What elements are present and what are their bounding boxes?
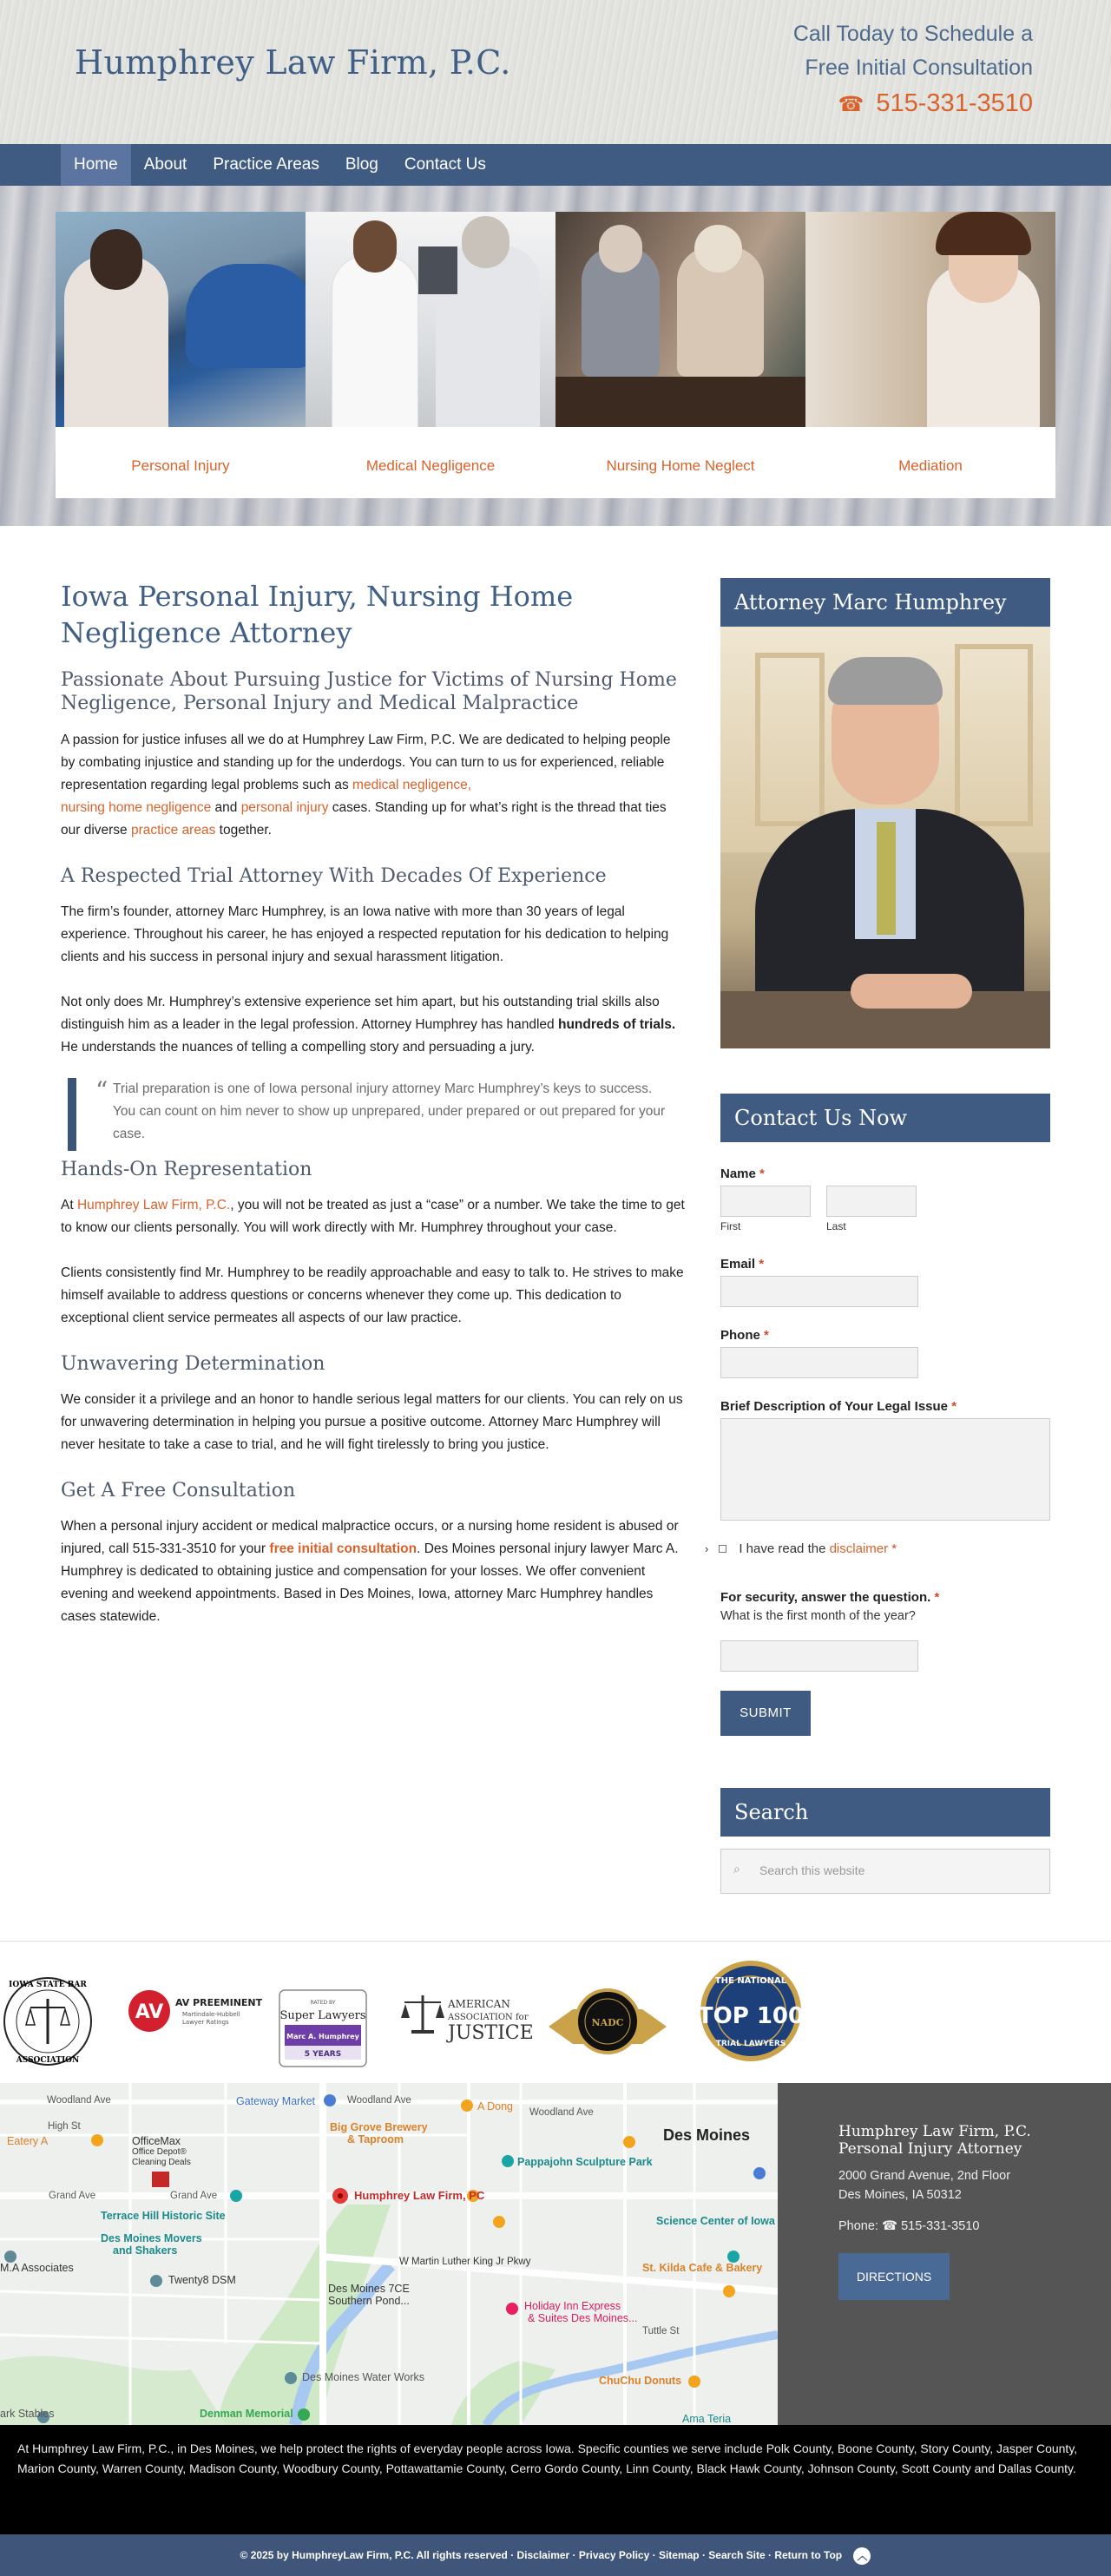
hands-on-paragraph: At Humphrey Law Firm, P.C., you will not be treated as just a “case” or a number. We take the time to get to know our clients personally. You will work directly with Mr. Humphrey throughout your case. bbox=[61, 1198, 685, 1235]
map-label-ama: Ama Teria bbox=[682, 2413, 732, 2425]
map-label-terrace-hill: Terrace Hill Historic Site bbox=[101, 2210, 226, 2222]
chevron-right-icon: › bbox=[705, 1542, 709, 1555]
card-personal-injury[interactable] bbox=[56, 212, 306, 498]
map-label-science-center: Science Center of Iowa bbox=[656, 2215, 775, 2227]
page-title: Iowa Personal Injury, Nursing Home Negligence Attorney bbox=[61, 580, 574, 649]
description-textarea[interactable] bbox=[720, 1418, 1050, 1521]
office-info-panel bbox=[778, 2083, 1111, 2425]
search-input[interactable] bbox=[720, 1849, 1050, 1894]
blockquote bbox=[68, 1076, 666, 1151]
link-medical-negligence[interactable]: medical negligence, bbox=[352, 778, 472, 792]
av-sub2-text: Lawyer Ratings bbox=[182, 2019, 229, 2026]
map-label-denman: Denman Memorial bbox=[200, 2408, 293, 2420]
map-label-des-moines: Des Moines bbox=[663, 2126, 751, 2144]
copyright-text: © 2025 by HumphreyLaw Firm, P.C. All rights reserved bbox=[240, 2549, 508, 2561]
phone-icon: ☎ bbox=[838, 93, 864, 116]
map-label-woodland-2: Woodland Ave bbox=[347, 2095, 411, 2106]
security-label: For security, answer the question. * bbox=[720, 1590, 940, 1605]
sl-title-text: Super Lawyers bbox=[279, 2009, 366, 2022]
security-answer-input[interactable] bbox=[720, 1640, 918, 1672]
card-mediation[interactable] bbox=[805, 212, 1055, 498]
badges-svg bbox=[0, 1942, 1111, 2084]
map-label-grand-1: Grand Ave bbox=[49, 2191, 96, 2201]
personal-injury-photo bbox=[56, 212, 306, 427]
disclaimer-checkbox[interactable] bbox=[719, 1545, 726, 1553]
ntl-main-text: TOP 100 bbox=[697, 2003, 805, 2029]
site-header bbox=[0, 0, 1111, 144]
sl-name-text: Marc A. Humphrey bbox=[286, 2033, 359, 2040]
link-free-consultation[interactable]: free initial consultation bbox=[269, 1541, 417, 1556]
footer-link-privacy[interactable]: Privacy Policy bbox=[578, 2549, 650, 2561]
footer-link-return-top[interactable]: Return to Top bbox=[774, 2549, 843, 2561]
iowa-bar-top-text: IOWA STATE BAR bbox=[9, 1981, 87, 1989]
contact-widget bbox=[705, 1094, 1050, 1727]
chevron-up-icon[interactable]: ︿ bbox=[853, 2547, 871, 2565]
last-name-input[interactable] bbox=[826, 1186, 917, 1217]
last-sublabel: Last bbox=[826, 1220, 846, 1232]
map-label-movers-2: and Shakers bbox=[113, 2244, 178, 2257]
office-phone[interactable]: Phone: ☎ 515-331-3510 bbox=[838, 2219, 980, 2233]
determination-paragraph: We consider it a privilege and an honor to handle serious legal matters for our clients. You can rely on us for unwavering determination in helping you pursue a positive outcome. Attorney Marc Humphrey will never hesitate to take a case to trial, and he will fight tirelessly to bring you justice. bbox=[61, 1392, 683, 1452]
office-address-1: 2000 Grand Avenue, 2nd Floor bbox=[838, 2169, 1011, 2183]
security-question: What is the first month of the year? bbox=[720, 1609, 916, 1623]
map-label-pappajohn: Pappajohn Sculpture Park bbox=[517, 2156, 653, 2168]
map-label-woodland-1: Woodland Ave bbox=[47, 2095, 111, 2106]
first-name-input[interactable] bbox=[720, 1186, 811, 1217]
approachable-paragraph: Clients consistently find Mr. Humphrey to be readily approachable and easy to talk to. He strives to make himself available to address questions or concerns whenever they come up. This dedication to exceptional client service permeates all aspects of our law practice. bbox=[61, 1265, 684, 1325]
phone-input[interactable] bbox=[720, 1347, 918, 1378]
map-label-stables: ark Stables bbox=[0, 2408, 55, 2420]
search-widget bbox=[720, 1788, 1050, 1894]
disclaimer-row: › I have read the disclaimer * bbox=[705, 1541, 897, 1556]
footer-link-disclaimer[interactable]: Disclaimer bbox=[516, 2549, 570, 2561]
trial-skills-paragraph: Not only does Mr. Humphrey’s extensive experience set him apart, but his outstanding trial skills also distinguish him as a leader in the legal profession. Attorney Humphrey has handled hundreds of trials. He understands the nuances of telling a compelling story and persuading a jury. bbox=[61, 995, 676, 1055]
intro-paragraph: A passion for justice infuses all we do at Humphrey Law Firm, P.C. We are dedicated to helping people by combating injustice and standing up for the underdogs. You can turn to us for experienced, reliable representation regarding legal problems such as medical negligence, nursing home negligence and personal injury cases. Standing up for what’s right is the thread that ties our diverse practice areas together. bbox=[61, 733, 671, 838]
sl-years-text: 5 YEARS bbox=[304, 2050, 342, 2059]
email-input[interactable] bbox=[720, 1276, 918, 1307]
nav-contact-us[interactable]: Contact Us bbox=[404, 155, 486, 174]
nav-about[interactable]: About bbox=[143, 155, 187, 174]
phone-icon: ☎ bbox=[882, 2219, 898, 2233]
google-map[interactable] bbox=[0, 2083, 778, 2425]
map-label-cleaning: Cleaning Deals bbox=[132, 2158, 191, 2167]
main-content bbox=[61, 578, 687, 1628]
super-lawyers-badge[interactable] bbox=[279, 1990, 366, 2067]
map-label-tuttle: Tuttle St bbox=[642, 2326, 680, 2336]
map-label-big-grove: Big Grove Brewery bbox=[330, 2121, 428, 2133]
nav-home[interactable]: Home bbox=[61, 144, 131, 186]
map-label-eatery: Eatery A bbox=[7, 2135, 49, 2147]
av-title-text: AV PREEMINENT bbox=[175, 1997, 263, 2008]
practice-area-cards bbox=[56, 212, 1055, 498]
footer-service-area: At Humphrey Law Firm, P.C., in Des Moines, we help protect the rights of everyday people across Iowa. Specific counties we serve include Polk County, Boone County, Story County, Jasper County, Marion County, Warren County, Madison County, Woodbury County, Pottawattamie County, Cerro Gordo County, Linn County, Black Hawk County, Johnson County, Scott County and Dallas County. bbox=[0, 2425, 1111, 2534]
link-nursing-home-negligence[interactable]: nursing home negligence bbox=[61, 800, 212, 815]
search-placeholder: Search this website bbox=[759, 1863, 865, 1877]
credentials-badges bbox=[0, 1941, 1111, 2083]
heading-respected-trial-attorney: A Respected Trial Attorney With Decades Of Experience bbox=[61, 865, 607, 887]
iowa-bar-bottom-text: ASSOCIATION bbox=[16, 2056, 80, 2065]
map-label-a-dong: A Dong bbox=[477, 2100, 514, 2113]
office-title-1: Humphrey Law Firm, P.C. bbox=[838, 2123, 1031, 2140]
map-label-st-kilda: St. Kilda Cafe & Bakery bbox=[642, 2262, 763, 2274]
submit-button[interactable]: SUBMIT bbox=[720, 1691, 811, 1736]
aaj-line1-text: AMERICAN bbox=[448, 1998, 510, 2010]
attorney-widget bbox=[720, 578, 1050, 1048]
contact-widget-title: Contact Us Now bbox=[720, 1094, 1050, 1142]
heading-hands-on: Hands-On Representation bbox=[61, 1159, 312, 1180]
description-label: Brief Description of Your Legal Issue * bbox=[720, 1399, 957, 1414]
map-label-gateway: Gateway Market bbox=[236, 2095, 316, 2107]
mediation-photo bbox=[805, 212, 1055, 427]
iowa-bar-logo[interactable] bbox=[4, 1978, 91, 2065]
office-title-2: Personal Injury Attorney bbox=[838, 2140, 1022, 2158]
card-label: Personal Injury bbox=[131, 457, 230, 474]
disclaimer-link[interactable]: disclaimer bbox=[829, 1541, 889, 1556]
link-practice-areas[interactable]: practice areas bbox=[130, 823, 216, 838]
header-phone[interactable] bbox=[793, 89, 1033, 118]
map-label-taproom: & Taproom bbox=[347, 2133, 404, 2146]
footer-bar: © 2025 by HumphreyLaw Firm, P.C. All rights reserved · Disclaimer · Privacy Policy · Sitemap · Search Site · Return to Top ︿ bbox=[0, 2534, 1111, 2576]
map-label-grand-2: Grand Ave bbox=[170, 2191, 218, 2201]
heading-free-consultation: Get A Free Consultation bbox=[61, 1480, 296, 1502]
page-subtitle: Passionate About Pursuing Justice for Victims of Nursing Home Negligence, Personal Injury and Medical Malpractice bbox=[61, 669, 677, 714]
cta-line-2: Free Initial Consultation bbox=[805, 56, 1033, 80]
search-icon: ⌕ bbox=[733, 1862, 740, 1876]
map-label-ma-associates: M.A Associates bbox=[0, 2262, 74, 2274]
map-label-mlk: W Martin Luther King Jr Pkwy bbox=[399, 2257, 531, 2267]
nursing-home-photo bbox=[556, 212, 805, 427]
card-label: Medical Negligence bbox=[365, 457, 496, 474]
nadc-text: NADC bbox=[591, 2017, 624, 2028]
nav-practice-areas[interactable]: Practice Areas bbox=[213, 155, 319, 174]
email-label: Email * bbox=[720, 1257, 765, 1272]
main-nav bbox=[0, 144, 1111, 186]
card-label: Nursing Home Neglect bbox=[606, 457, 755, 474]
office-address-2: Des Moines, IA 50312 bbox=[838, 2188, 962, 2202]
quote-text: Trial preparation is one of Iowa personal injury attorney Marc Humphrey’s keys to success. You can count on him never to show up unprepared, under prepared or out prepared for your case. bbox=[113, 1081, 666, 1141]
aaj-line3-text: JUSTICE bbox=[448, 2022, 534, 2044]
ntl-top-text: THE NATIONAL bbox=[714, 1976, 787, 1986]
map-label-officemax: OfficeMax bbox=[132, 2135, 181, 2147]
card-nursing-home-neglect[interactable] bbox=[556, 212, 805, 498]
map-label-holiday-2: & Suites Des Moines... bbox=[528, 2312, 638, 2324]
ntl-bottom-text: TRIAL LAWYERS bbox=[715, 2040, 786, 2048]
map-label-office-depot: Office Depot® bbox=[132, 2147, 187, 2157]
av-sub1-text: Martindale-Hubbell bbox=[182, 2011, 240, 2018]
map-label-southern-pond: Southern Pond... bbox=[328, 2295, 410, 2307]
sl-rated-text: RATED BY bbox=[310, 2000, 336, 2006]
attorney-widget-title: Attorney Marc Humphrey bbox=[720, 578, 1050, 627]
map-label-woodland-3: Woodland Ave bbox=[529, 2107, 594, 2118]
quote-wrapper bbox=[61, 1078, 687, 1168]
national-trial-lawyers-badge[interactable] bbox=[698, 1961, 804, 2061]
av-preeminent-logo[interactable] bbox=[128, 1990, 263, 2032]
aaj-line2-text: ASSOCIATION for bbox=[448, 2013, 529, 2022]
hero-banner bbox=[0, 186, 1111, 526]
search-widget-title: Search bbox=[720, 1788, 1050, 1837]
link-personal-injury[interactable]: personal injury bbox=[240, 800, 329, 815]
map-label-movers-1: Des Moines Movers bbox=[101, 2232, 202, 2244]
header-cta bbox=[793, 17, 1033, 118]
map-label-firm: Humphrey Law Firm, PC bbox=[354, 2189, 485, 2202]
first-sublabel: First bbox=[720, 1220, 741, 1232]
quote-mark-icon: “ bbox=[95, 1076, 108, 1105]
attorney-photo bbox=[720, 627, 1050, 1048]
phone-label: Phone * bbox=[720, 1328, 769, 1343]
map-label-water-works: Des Moines Water Works bbox=[302, 2371, 425, 2383]
map-label-dm7ce: Des Moines 7CE bbox=[328, 2283, 410, 2295]
site-title[interactable]: Humphrey Law Firm, P.C. bbox=[75, 43, 511, 82]
header-phone-number: 515-331-3510 bbox=[876, 89, 1033, 117]
nadc-badge[interactable] bbox=[549, 1990, 667, 2053]
footer-link-search[interactable]: Search Site bbox=[708, 2549, 766, 2561]
map-label-chuchu: ChuChu Donuts bbox=[599, 2375, 682, 2387]
link-firm[interactable]: Humphrey Law Firm, P.C. bbox=[76, 1198, 231, 1212]
card-medical-negligence[interactable] bbox=[306, 212, 556, 498]
medical-negligence-photo bbox=[306, 212, 556, 427]
aaj-logo[interactable] bbox=[401, 1995, 534, 2044]
cta-line-1: Call Today to Schedule a bbox=[792, 22, 1033, 46]
map-label-holiday-1: Holiday Inn Express bbox=[524, 2300, 621, 2312]
footer-link-sitemap[interactable]: Sitemap bbox=[658, 2549, 700, 2561]
map-label-twenty8: Twenty8 DSM bbox=[168, 2274, 236, 2286]
consultation-paragraph: When a personal injury accident or medical malpractice occurs, or a nursing home resident is abused or injured, call 515-331-3510 for your free initial consultation. Des Moines personal injury lawyer Marc A. Humphrey is dedicated to obtaining justice and compensation for your losses. We offer convenient evening and weekend appointments. Based in Des Moines, Iowa, attorney Marc Humphrey handles cases statewide. bbox=[61, 1519, 679, 1624]
nav-blog[interactable]: Blog bbox=[345, 155, 378, 174]
av-mark-text: AV bbox=[135, 2001, 164, 2023]
name-label: Name * bbox=[720, 1166, 765, 1181]
map-label-high-st: High St bbox=[48, 2121, 81, 2132]
directions-button[interactable]: DIRECTIONS bbox=[838, 2253, 950, 2300]
founder-paragraph: The firm’s founder, attorney Marc Humphrey, is an Iowa native with more than 30 years of legal experience. Throughout his career, he has enjoyed a respected reputation for his dedication to helping clients and his success in personal injury and sexual harassment litigation. bbox=[61, 904, 669, 964]
heading-unwavering: Unwavering Determination bbox=[61, 1353, 325, 1375]
card-label: Mediation bbox=[898, 457, 963, 474]
